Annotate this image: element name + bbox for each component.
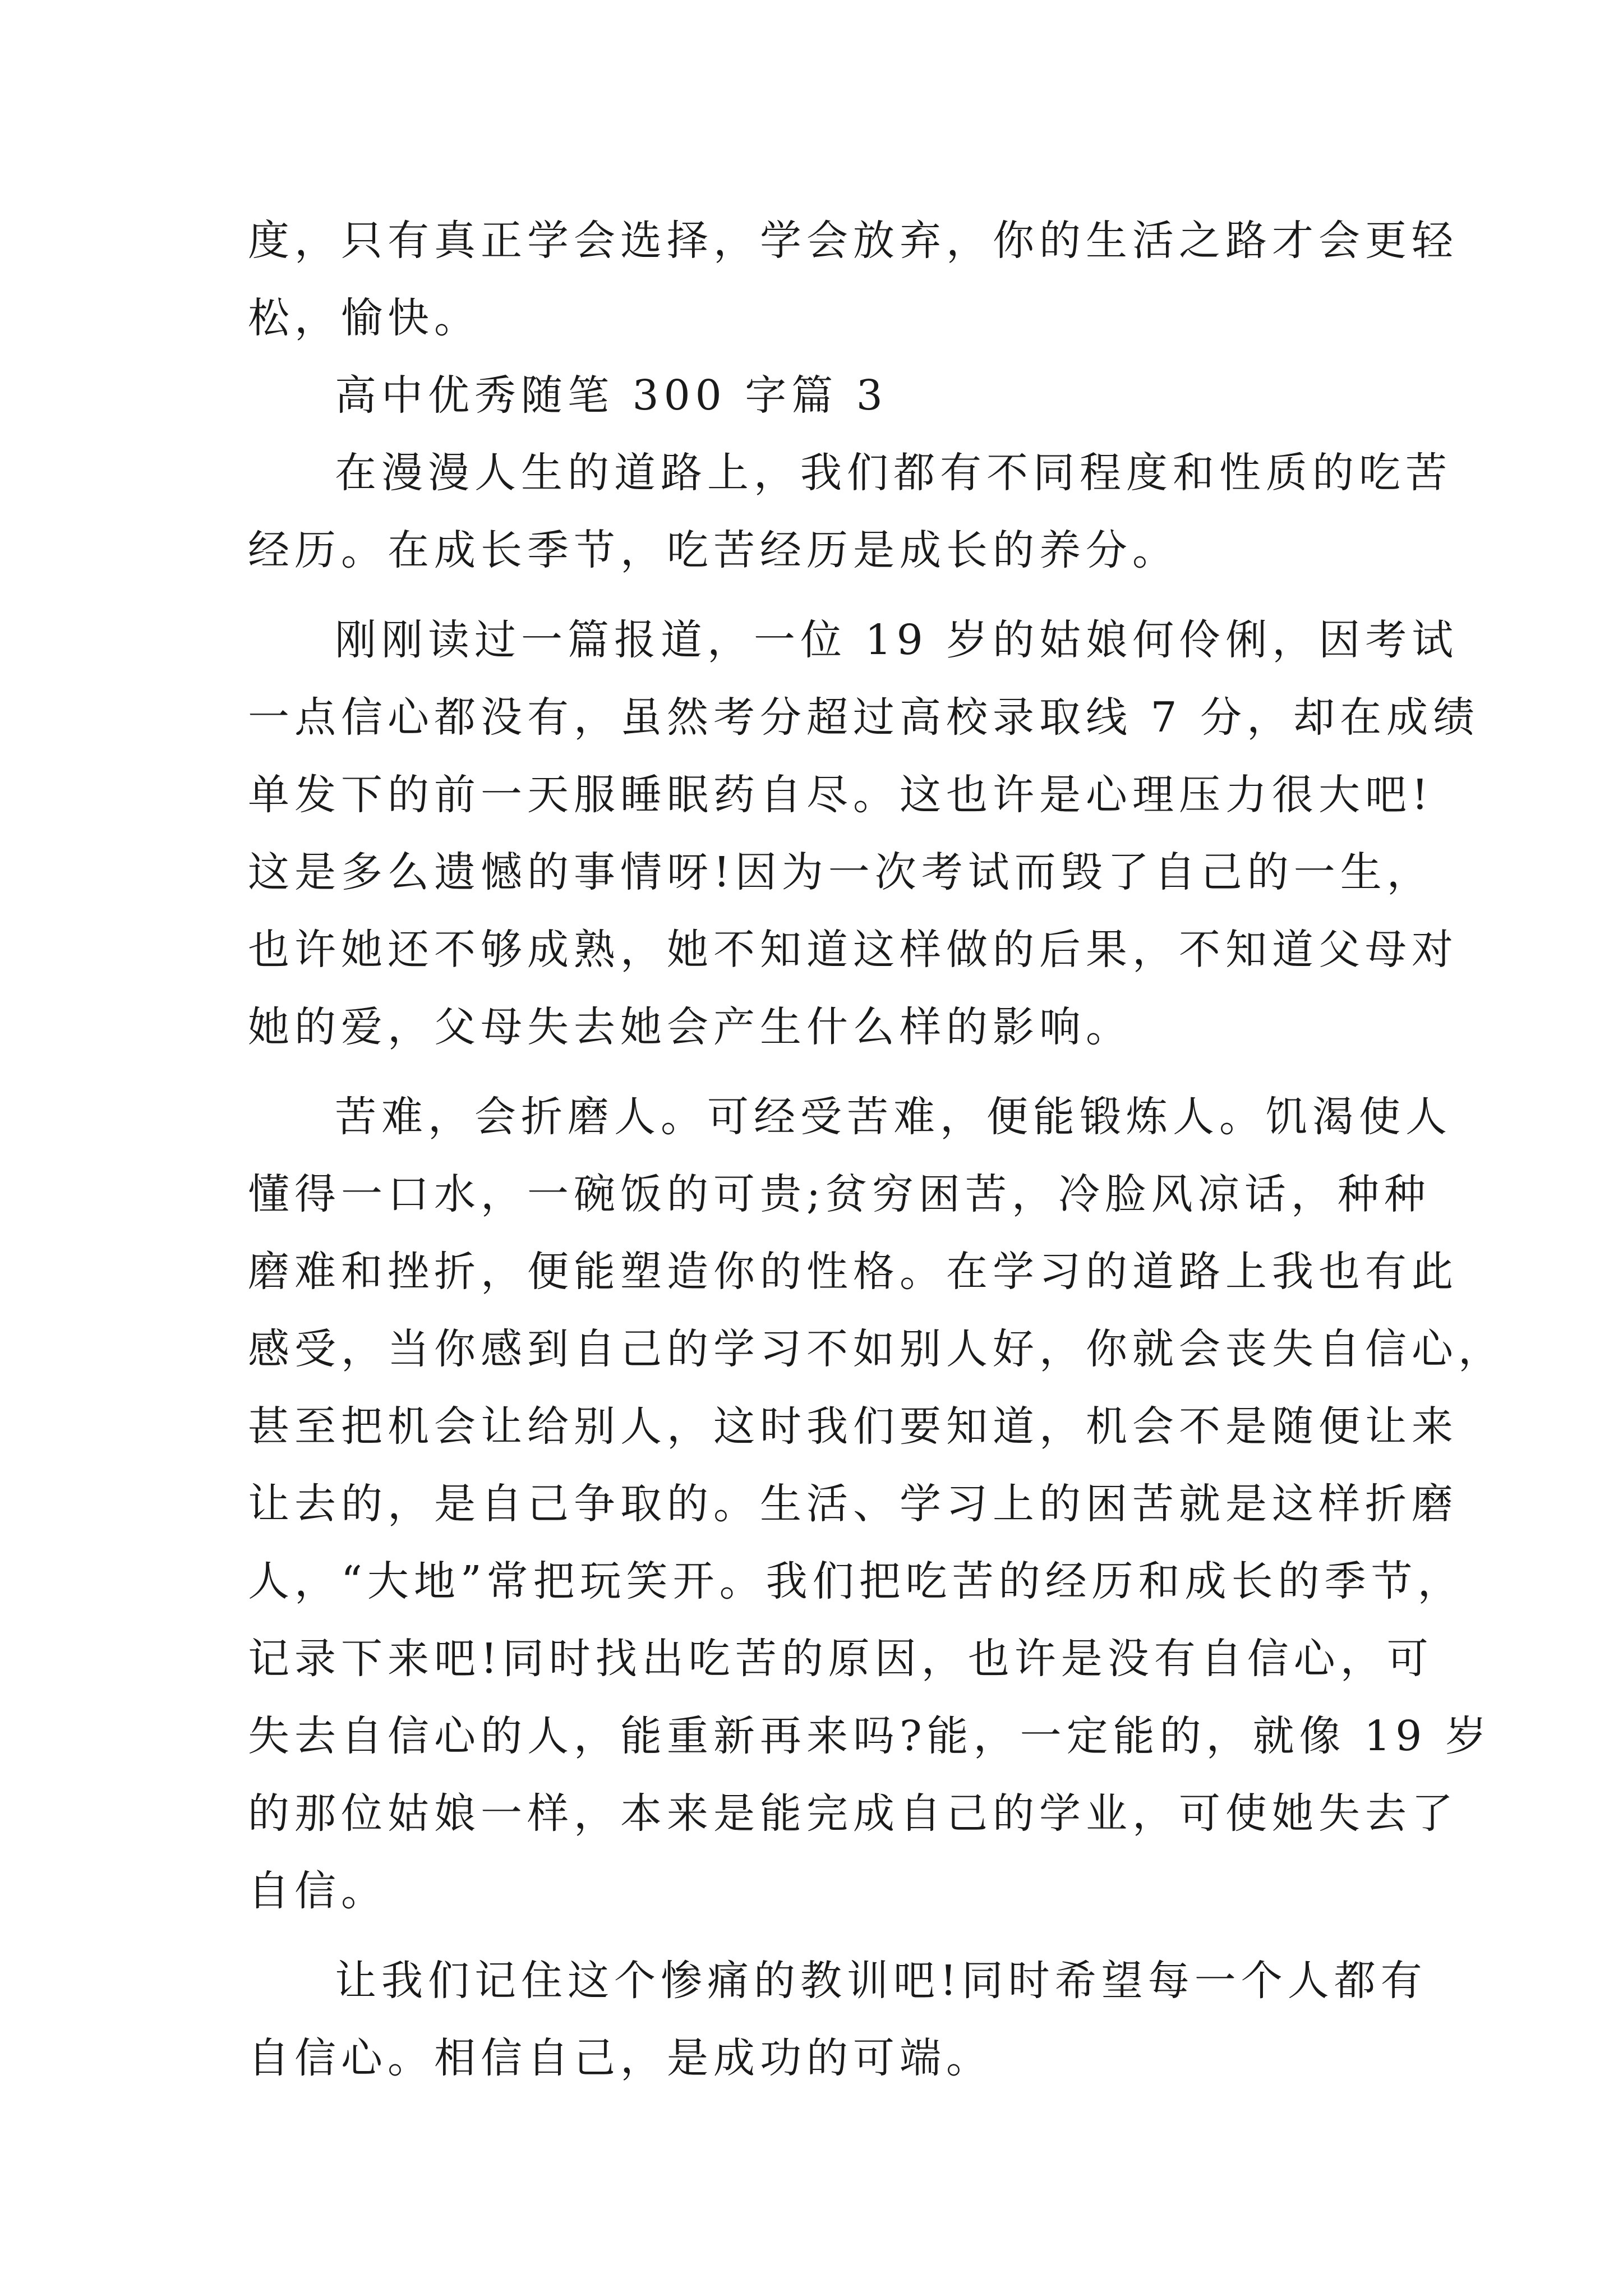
text-line: 磨难和挫折，便能塑造你的性格。在学习的道路上我也有此 (248, 1248, 1458, 1296)
text-line: 苦难，会折磨人。可经受苦难，便能锻炼人。饥渴使人 (335, 1093, 1452, 1141)
text-line: 也许她还不够成熟，她不知道这样做的后果，不知道父母对 (248, 926, 1458, 974)
text-line: 记录下来吧!同时找出吃苦的原因，也许是没有自信心，可 (248, 1635, 1433, 1683)
text-line: 松，愉快。 (248, 294, 481, 342)
text-line: 的那位姑娘一样，本来是能完成自己的学业，可使她失去了 (248, 1789, 1458, 1838)
text-line: 甚至把机会让给别人，这时我们要知道，机会不是随便让来 (248, 1402, 1458, 1451)
text-line: 让去的，是自己争取的。生活、学习上的困苦就是这样折磨 (248, 1480, 1458, 1528)
text-line: 一点信心都没有，虽然考分超过高校录取线 7 分，却在成绩 (248, 693, 1480, 742)
text-line: 她的爱，父母失去她会产生什么样的影响。 (248, 1003, 1132, 1051)
document-body (248, 202, 1505, 2097)
section-heading: 高中优秀随笔 300 字篇 3 (335, 371, 888, 420)
text-line: 人，“大地”常把玩笑开。我们把吃苦的经历和成长的季节， (248, 1557, 1464, 1605)
text-line: 自信心。相信自己，是成功的可端。 (248, 2034, 993, 2082)
text-line: 经历。在成长季节，吃苦经历是成长的养分。 (248, 526, 1179, 574)
text-line: 在漫漫人生的道路上，我们都有不同程度和性质的吃苦 (335, 449, 1452, 497)
text-line: 失去自信心的人，能重新再来吗?能，一定能的，就像 19 岁 (248, 1712, 1492, 1760)
text-line: 单发下的前一天服睡眠药自尽。这也许是心理压力很大吧! (248, 771, 1433, 819)
text-line: 懂得一口水，一碗饭的可贵;贫穷困苦，冷脸风凉话，种种 (248, 1170, 1431, 1218)
text-line: 自信。 (248, 1867, 388, 1915)
text-line: 刚刚读过一篇报道，一位 19 岁的姑娘何伶俐，因考试 (335, 616, 1459, 664)
text-line: 让我们记住这个惨痛的教训吧!同时希望每一个人都有 (335, 1957, 1427, 2005)
text-line: 这是多么遗憾的事情呀!因为一次考试而毁了自己的一生， (248, 848, 1433, 896)
text-line: 度，只有真正学会选择，学会放弃，你的生活之路才会更轻 (248, 217, 1458, 265)
text-line: 感受，当你感到自己的学习不如别人好，你就会丧失自信心， (248, 1325, 1505, 1373)
